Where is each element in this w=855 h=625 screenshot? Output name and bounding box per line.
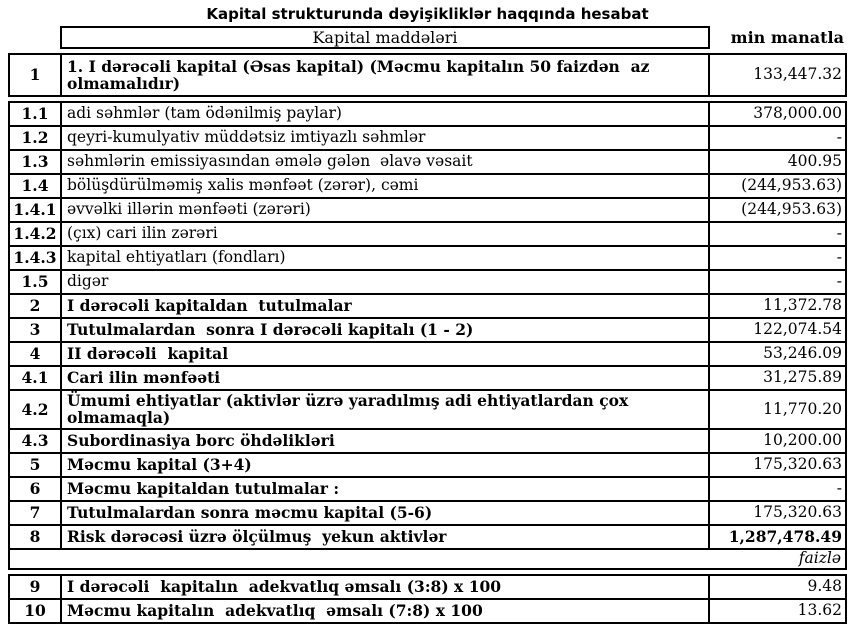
row-value: 175,320.63 [710, 452, 847, 478]
table-row [8, 476, 847, 502]
row-number: 3 [8, 317, 62, 343]
row-description: Tutulmalardan sonra məcmu kapital (5-6) [62, 500, 710, 526]
row-number: 10 [8, 598, 62, 624]
row-description: II dərəcəli kapital [62, 341, 710, 367]
row-value: 13.62 [710, 598, 847, 624]
table-row [8, 173, 847, 199]
row-number: 4.2 [8, 389, 62, 430]
row-number: 5 [8, 452, 62, 478]
table-row [8, 389, 847, 430]
table-row [8, 245, 847, 271]
row-description: Cari ilin mənfəəti [62, 365, 710, 391]
header-spacer [8, 26, 60, 49]
row-number: 4.3 [8, 428, 62, 454]
row-value: (244,953.63) [710, 197, 847, 223]
table-row [8, 365, 847, 391]
row-value: - [710, 221, 847, 247]
table-row [8, 317, 847, 343]
row-description: I dərəcəli kapitalın adekvatlıq əmsalı (3:8) x 100 [62, 574, 710, 600]
row-number: 1.2 [8, 125, 62, 151]
row-description: 1. I dərəcəli kapital (Əsas kapital) (Məcmu kapitalın 50 faizdən az olmamalıdır) [62, 53, 710, 97]
row-description: qeyri-kumulyativ müddətsiz imtiyazlı səhmlər [62, 125, 710, 151]
row-description: səhmlərin emissiyasından əmələ gələn əlavə vəsait [62, 149, 710, 175]
row-description: Məcmu kapitaldan tutulmalar : [62, 476, 710, 502]
page-title: Kapital strukturunda dəyişikliklər haqqında hesabat [206, 5, 649, 23]
percent-label: faizlə [8, 548, 847, 570]
row-description: Subordinasiya borc öhdəlikləri [62, 428, 710, 454]
row-number: 6 [8, 476, 62, 502]
row-value: 9.48 [710, 574, 847, 600]
row-number: 8 [8, 524, 62, 550]
row-description: Risk dərəcəsi üzrə ölçülmuş yekun aktivlər [62, 524, 710, 550]
row-description: Məcmu kapital (3+4) [62, 452, 710, 478]
row-value: 1,287,478.49 [710, 524, 847, 550]
row-number: 1.1 [8, 101, 62, 127]
table-row [8, 341, 847, 367]
capital-table [8, 26, 847, 624]
row-value: 11,770.20 [710, 389, 847, 430]
header-items-label: Kapital maddələri [60, 26, 710, 49]
row-number: 1.4.3 [8, 245, 62, 271]
row-description: Ümumi ehtiyatlar (aktivlər üzrə yaradılmış adi ehtiyatlardan çox olmamaqla) [62, 389, 710, 430]
table-row [8, 293, 847, 319]
table-row [8, 53, 847, 97]
row-description: Tutulmalardan sonra I dərəcəli kapitalı (1 - 2) [62, 317, 710, 343]
table-row [8, 197, 847, 223]
row-number: 1.4.2 [8, 221, 62, 247]
row-number: 7 [8, 500, 62, 526]
row-description: digər [62, 269, 710, 295]
row-description: (çıx) cari ilin zərəri [62, 221, 710, 247]
row-description: kapital ehtiyatları (fondları) [62, 245, 710, 271]
row-number: 1.4 [8, 173, 62, 199]
table-row [8, 269, 847, 295]
row-number: 4.1 [8, 365, 62, 391]
row-number: 4 [8, 341, 62, 367]
row-value: - [710, 269, 847, 295]
table-row [8, 574, 847, 600]
table-row [8, 598, 847, 624]
row-value: - [710, 245, 847, 271]
row-number: 2 [8, 293, 62, 319]
table-row [8, 125, 847, 151]
row-value: 53,246.09 [710, 341, 847, 367]
table-row [8, 221, 847, 247]
row-value: 31,275.89 [710, 365, 847, 391]
table-row [8, 524, 847, 550]
table-header-row [8, 26, 847, 49]
row-description: adi səhmlər (tam ödənilmiş paylar) [62, 101, 710, 127]
row-value: 10,200.00 [710, 428, 847, 454]
row-value: 378,000.00 [710, 101, 847, 127]
table-row [8, 500, 847, 526]
row-number: 9 [8, 574, 62, 600]
row-value: 122,074.54 [710, 317, 847, 343]
table-body [8, 53, 847, 624]
row-number: 1.4.1 [8, 197, 62, 223]
row-value: (244,953.63) [710, 173, 847, 199]
table-row [8, 101, 847, 127]
row-description: I dərəcəli kapitaldan tutulmalar [62, 293, 710, 319]
row-description: əvvəlki illərin mənfəəti (zərəri) [62, 197, 710, 223]
percent-row [8, 548, 847, 570]
table-row [8, 428, 847, 454]
row-description: bölüşdürülməmiş xalis mənfəət (zərər), cəmi [62, 173, 710, 199]
header-unit-label: min manatla [730, 28, 844, 47]
row-value: - [710, 476, 847, 502]
row-number: 1.5 [8, 269, 62, 295]
row-value: 400.95 [710, 149, 847, 175]
row-description: Məcmu kapitalın adekvatlıq əmsalı (7:8) x 100 [62, 598, 710, 624]
row-value: - [710, 125, 847, 151]
row-value: 133,447.32 [710, 53, 847, 97]
table-row [8, 452, 847, 478]
row-value: 175,320.63 [710, 500, 847, 526]
row-number: 1 [8, 53, 62, 97]
row-value: 11,372.78 [710, 293, 847, 319]
table-row [8, 149, 847, 175]
row-number: 1.3 [8, 149, 62, 175]
